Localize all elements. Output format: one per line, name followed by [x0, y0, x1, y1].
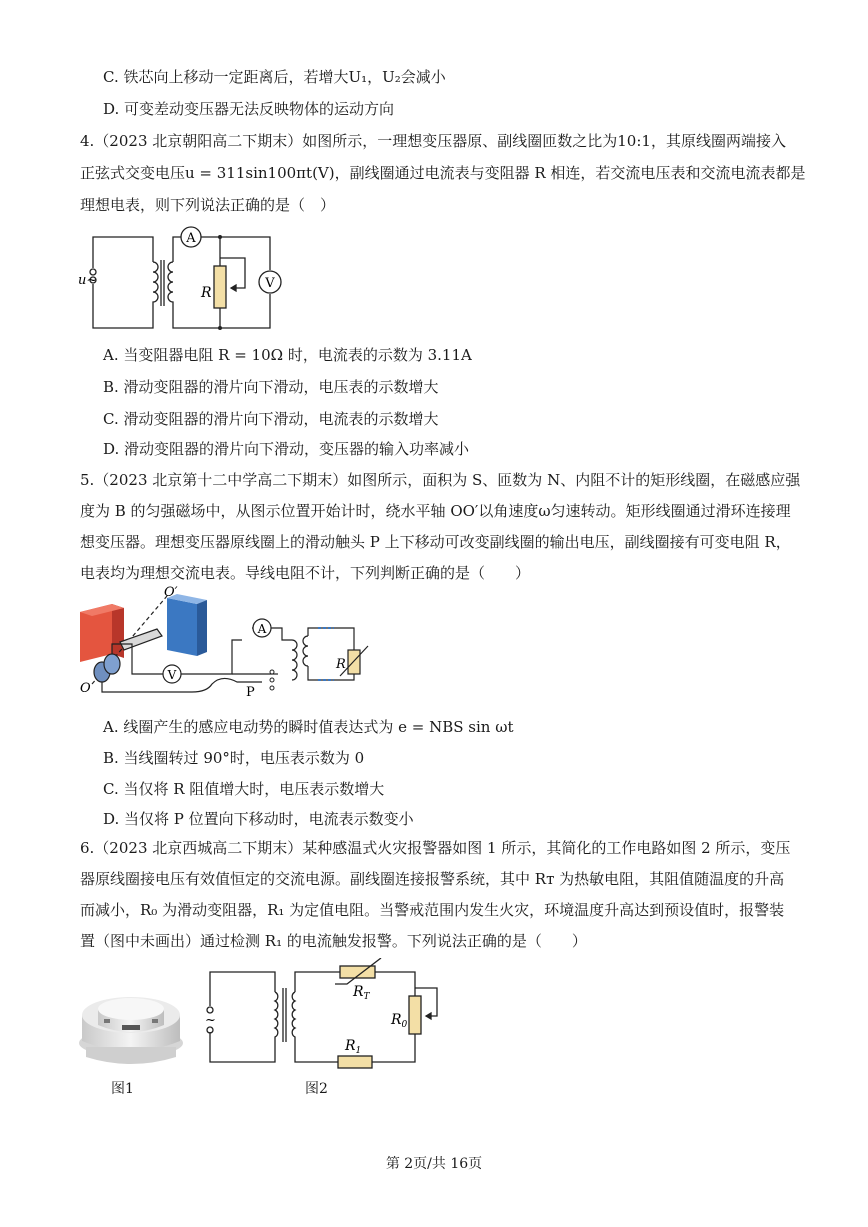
figure2-caption: 图2 — [305, 1081, 328, 1097]
smoke-detector-image — [76, 975, 186, 1065]
q5-voltmeter-label: V — [167, 668, 177, 682]
q4-option-d: D. 滑动变阻器的滑片向下滑动，变压器的输入功率减小 — [103, 440, 470, 458]
q5-ammeter-label: A — [257, 622, 267, 636]
q6-alarm-circuit — [195, 958, 450, 1070]
q4-stem-line3: 理想电表，则下列说法正确的是（ ） — [80, 196, 336, 214]
q5-resistor-label: R — [336, 657, 346, 672]
page-number-footer: 第 2页/共 16页 — [385, 1156, 483, 1172]
q6-stem-line1: 6.（2023 北京西城高二下期末）某种感温式火灾报警器如图 1 所示，其简化的工作电路如图 2 所示，变压 — [80, 839, 791, 857]
q4-circuit-figure — [75, 222, 285, 337]
resistor-label: R — [201, 285, 212, 301]
q5-option-a: A. 线圈产生的感应电动势的瞬时值表达式为 e = NBS sin ωt — [103, 718, 514, 736]
q5-option-c: C. 当仅将 R 阻值增大时，电压表示数增大 — [103, 780, 385, 798]
q5-stem-line1: 5.（2023 北京第十二中学高二下期末）如图所示，面积为 S、匝数为 N、内阻不计的矩形线圈，在磁感应强 — [80, 471, 801, 489]
q5-stem-line2: 度为 B 的匀强磁场中，从图示位置开始计时，绕水平轴 OO′以角速度ω匀速转动。矩形线圈通过滑环连接理 — [80, 502, 791, 520]
voltmeter-label: V — [265, 276, 275, 291]
r0-label: $R_0$ — [391, 1012, 408, 1030]
q4-option-a: A. 当变阻器电阻 R = 10Ω 时，电流表的示数为 3.11A — [103, 346, 472, 364]
q3-option-c: C. 铁芯向上移动一定距离后，若增大U₁，U₂会减小 — [103, 68, 446, 86]
q6-stem-line4: 置（图中未画出）通过检测 R₁ 的电流触发报警。下列说法正确的是（ ） — [80, 932, 587, 950]
q4-stem-line1: 4.（2023 北京朝阳高二下期末）如图所示，一理想变压器原、副线圈匝数之比为10:1，其原线圈两端接入 — [80, 132, 786, 150]
figure1-caption: 图1 — [111, 1081, 134, 1097]
q5-generator-figure — [72, 584, 372, 702]
q4-stem-line2: 正弦式交变电压u = 311sin100πt(V)，副线圈通过电流表与变阻器 R 相连，若交流电压表和交流电流表都是 — [80, 164, 806, 182]
q6-stem-line2: 器原线圈接电压有效值恒定的交流电源。副线圈连接报警系统，其中 Rᴛ 为热敏电阻，其阻值随温度的升高 — [80, 870, 785, 888]
axis-top-label: O′ — [164, 585, 178, 600]
q4-option-c: C. 滑动变阻器的滑片向下滑动，电流表的示数增大 — [103, 410, 439, 428]
r1-label: $R_1$ — [345, 1038, 362, 1056]
q3-option-d: D. 可变差动变压器无法反映物体的运动方向 — [103, 100, 395, 118]
axis-bottom-label: O — [80, 681, 91, 696]
q5-stem-line4: 电表均为理想交流电表。导线电阻不计，下列判断正确的是（ ） — [80, 564, 531, 582]
q6-source-label: ~ — [205, 1013, 216, 1028]
contact-label: P — [246, 685, 255, 700]
q5-stem-line3: 想变压器。理想变压器原线圈上的滑动触头 P 上下移动可改变副线圈的输出电压，副线圈接有可变电阻 R， — [80, 533, 791, 551]
q6-stem-line3: 而减小，R₀ 为滑动变阻器，R₁ 为定值电阻。当警戒范围内发生火灾，环境温度升高达到预设值时，报警装 — [80, 901, 785, 919]
q5-option-d: D. 当仅将 P 位置向下移动时，电流表示数变小 — [103, 810, 414, 828]
q4-option-b: B. 滑动变阻器的滑片向下滑动，电压表的示数增大 — [103, 378, 439, 396]
ammeter-label: A — [186, 231, 196, 246]
q5-option-b: B. 当线圈转过 90°时，电压表示数为 0 — [103, 749, 365, 767]
source-label: u~ — [78, 273, 98, 288]
rt-label: $R_T$ — [353, 984, 370, 1002]
